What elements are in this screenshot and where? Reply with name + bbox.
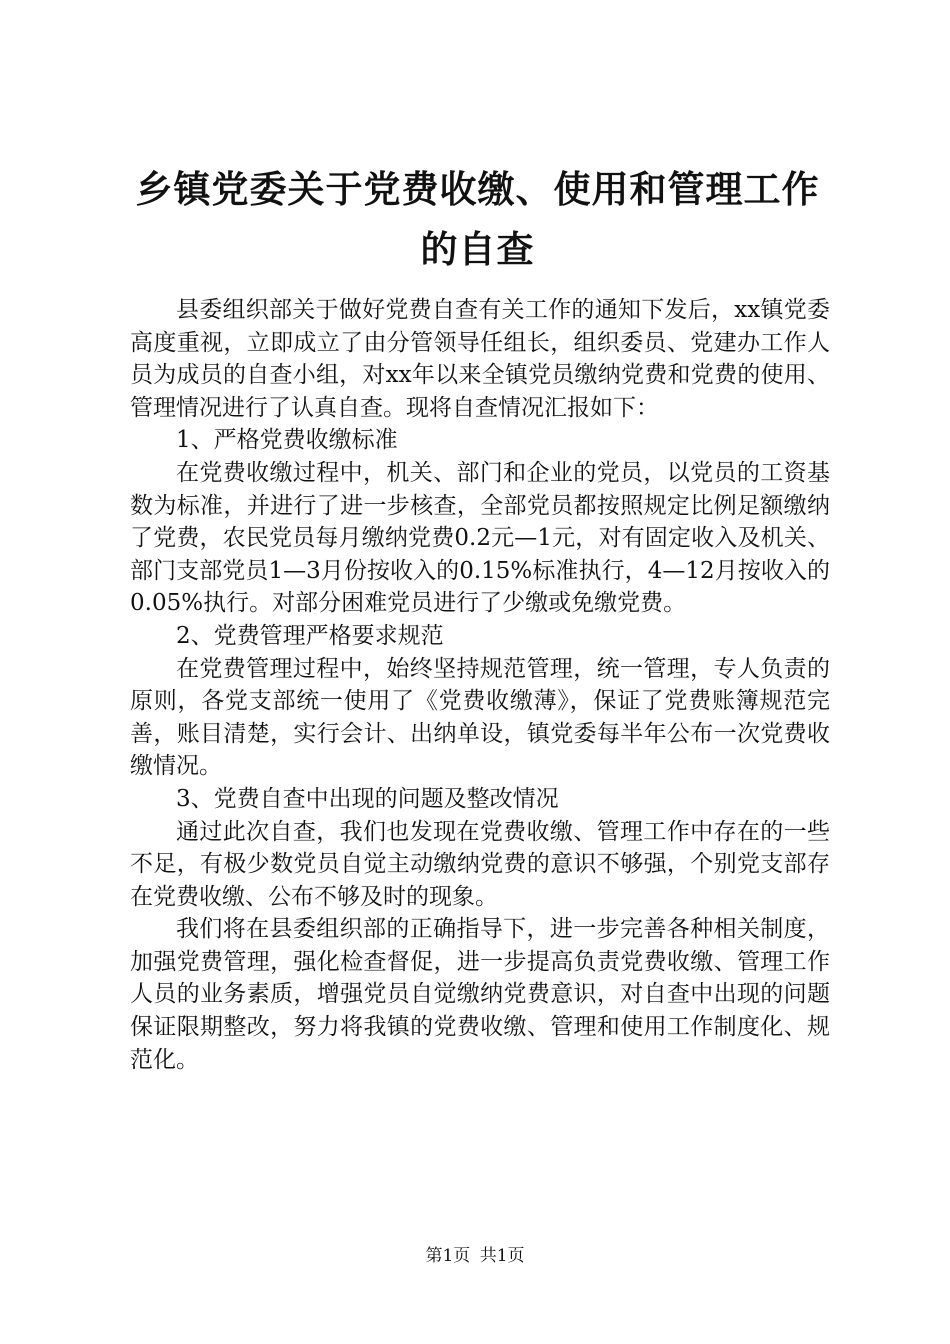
paragraph-section-1: 在党费收缴过程中，机关、部门和企业的党员，以党员的工资基数为标准，并进行了进一步核查，全部党员都按照规定比例足额缴纳了党费，农民党员每月缴纳党费0.2元—1元，对有固定收入及机关、部门支部党员1—3月份按收入的0.15%标准执行，4—12月按收入的0.05%执行。对部分困难党员进行了少缴或免缴党费。 [130,459,830,617]
page-footer [0,1244,950,1268]
page-total: 共1页 [479,1246,525,1266]
section-heading-1: 1、严格党费收缴标准 [176,427,398,454]
paragraph-intro: 县委组织部关于做好党费自查有关工作的通知下发后，xx镇党委高度重视，立即成立了由分管领导任组长，组织委员、党建办工作人员为成员的自查小组，对xx年以来全镇党员缴纳党费和党费的使用、管理情况进行了认真自查。现将自查情况汇报如下： [130,297,830,421]
paragraph-section-3: 通过此次自查，我们也发现在党费收缴、管理工作中存在的一些不足，有极少数党员自觉主动缴纳党费的意识不够强，个别党支部存在党费收缴、公布不够及时的现象。 [130,818,830,910]
paragraph-section-2: 在党费管理过程中，始终坚持规范管理，统一管理，专人负责的原则，各党支部统一使用了《党费收缴薄》，保证了党费账簿规范完善，账目清楚，实行会计、出纳单设，镇党委每半年公布一次党费收缴情况。 [130,655,830,780]
paragraph-conclusion: 我们将在县委组织部的正确指导下，进一步完善各种相关制度，加强党费管理，强化检查督促，进一步提高负责党费收缴、管理工作人员的业务素质，增强党员自觉缴纳党费意识，对自查中出现的问题保证限期整改，努力将我镇的党费收缴、管理和使用工作制度化、规范化。 [130,916,830,1073]
document-title: 乡镇党委关于党费收缴、使用和管理工作的自查 [135,168,820,271]
page-number: 第1页 [425,1246,471,1266]
document-body [130,294,830,1076]
section-heading-3: 3、党费自查中出现的问题及整改情况 [176,785,559,812]
section-heading-2: 2、党费管理严格要求规范 [176,622,444,649]
